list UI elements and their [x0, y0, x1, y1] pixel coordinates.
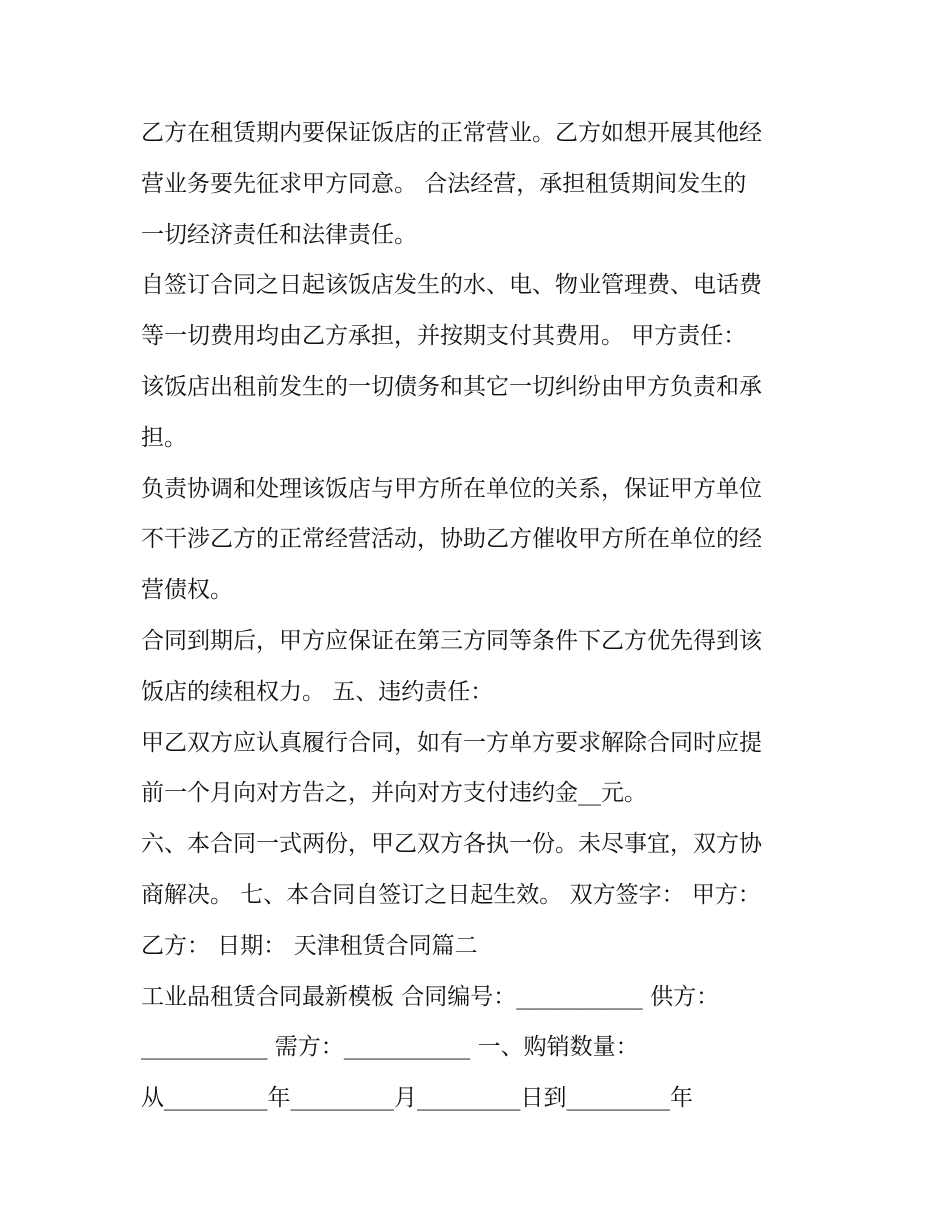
text-line: 不干涉乙方的正常经营活动，协助乙方催收甲方所在单位的经	[141, 526, 762, 553]
text-line: 乙方在租赁期内要保证饭店的正常营业。乙方如想开展其他经	[141, 120, 762, 146]
text-line: 营业务要先征求甲方同意。 合法经营，承担租赁期间发生的	[141, 170, 747, 197]
text-line: ___________ 需方：___________ 一、购销数量：	[141, 1034, 639, 1061]
text-line: 前一个月向对方告之，并向对方支付违约金__元。	[141, 780, 647, 807]
text-line: 自签订合同之日起该饭店发生的水、电、物业管理费、电话费	[141, 272, 762, 299]
text-line: 饭店的续租权力。 五、违约责任：	[141, 678, 494, 705]
text-line: 工业品租赁合同最新模板 合同编号：___________ 供方：	[141, 983, 720, 1010]
text-line: 六、本合同一式两份，甲乙双方各执一份。未尽事宜，双方协	[141, 831, 762, 858]
text-line: 甲乙双方应认真履行合同，如有一方单方要求解除合同时应提	[141, 729, 762, 756]
text-line: 一切经济责任和法律责任。	[141, 221, 417, 248]
text-line: 从_________年_________月_________日到_________年	[141, 1085, 693, 1112]
text-line: 该饭店出租前发生的一切债务和其它一切纠纷由甲方负责和承	[141, 373, 762, 400]
text-line: 等一切费用均由乙方承担，并按期支付其费用。 甲方责任：	[141, 323, 747, 350]
text-line: 营债权。	[141, 577, 233, 604]
text-line: 合同到期后，甲方应保证在第三方同等条件下乙方优先得到该	[141, 627, 762, 654]
text-line: 负责协调和处理该饭店与甲方所在单位的关系，保证甲方单位	[141, 475, 762, 502]
text-line: 商解决。 七、本合同自签订之日起生效。 双方签字： 甲方：	[141, 881, 761, 908]
text-line: 乙方： 日期： 天津租赁合同篇二	[141, 932, 478, 959]
document-body	[141, 108, 831, 1124]
text-line: 担。	[141, 424, 187, 451]
